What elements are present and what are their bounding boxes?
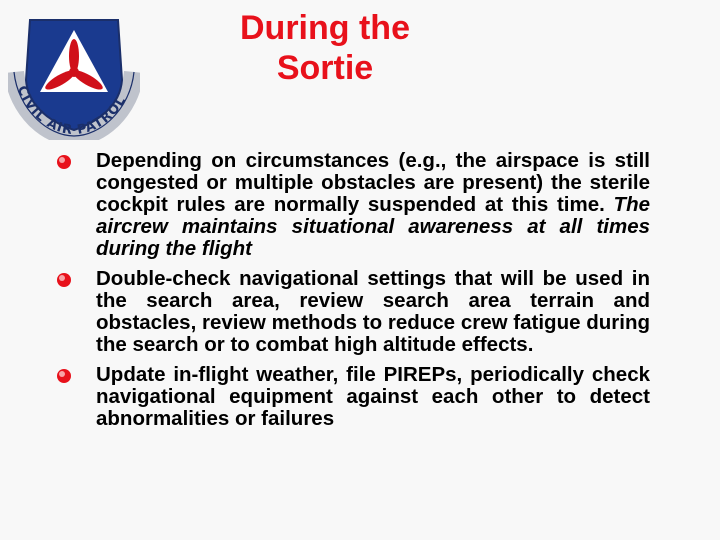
- bullet-text: Depending on circumstances (e.g., the airspace is still congested or multiple obstacles are present) the sterile cockpit rules are normally suspended at this time.: [96, 149, 650, 216]
- bullet-text: Update in-flight weather, file PIREPs, periodically check navigational equipment against each other to detect abnormalities or failures: [96, 363, 650, 430]
- logo-text: CIVIL AIR PATROL: [13, 83, 130, 139]
- bullet-marker-icon: [56, 368, 72, 384]
- page-title: [200, 8, 450, 88]
- list-item: [56, 150, 650, 260]
- bullet-text: Double-check navigational settings that will be used in the search area, review search area terrain and obstacles, review methods to reduce crew fatigue during the search or to combat high altitude effects.: [96, 267, 650, 356]
- civil-air-patrol-logo: [8, 10, 140, 140]
- bullet-list: [56, 150, 650, 438]
- bullet-italic-text: The aircrew maintains situational awareness at all times during the flight: [96, 193, 650, 260]
- list-item: [56, 364, 650, 430]
- bullet-marker-icon: [56, 154, 72, 170]
- civil-air-patrol-seal-icon: [8, 10, 140, 140]
- title-line-1: During the: [240, 9, 410, 47]
- title-line-2: Sortie: [276, 49, 374, 87]
- bullet-marker-icon: [56, 272, 72, 288]
- list-item: [56, 268, 650, 356]
